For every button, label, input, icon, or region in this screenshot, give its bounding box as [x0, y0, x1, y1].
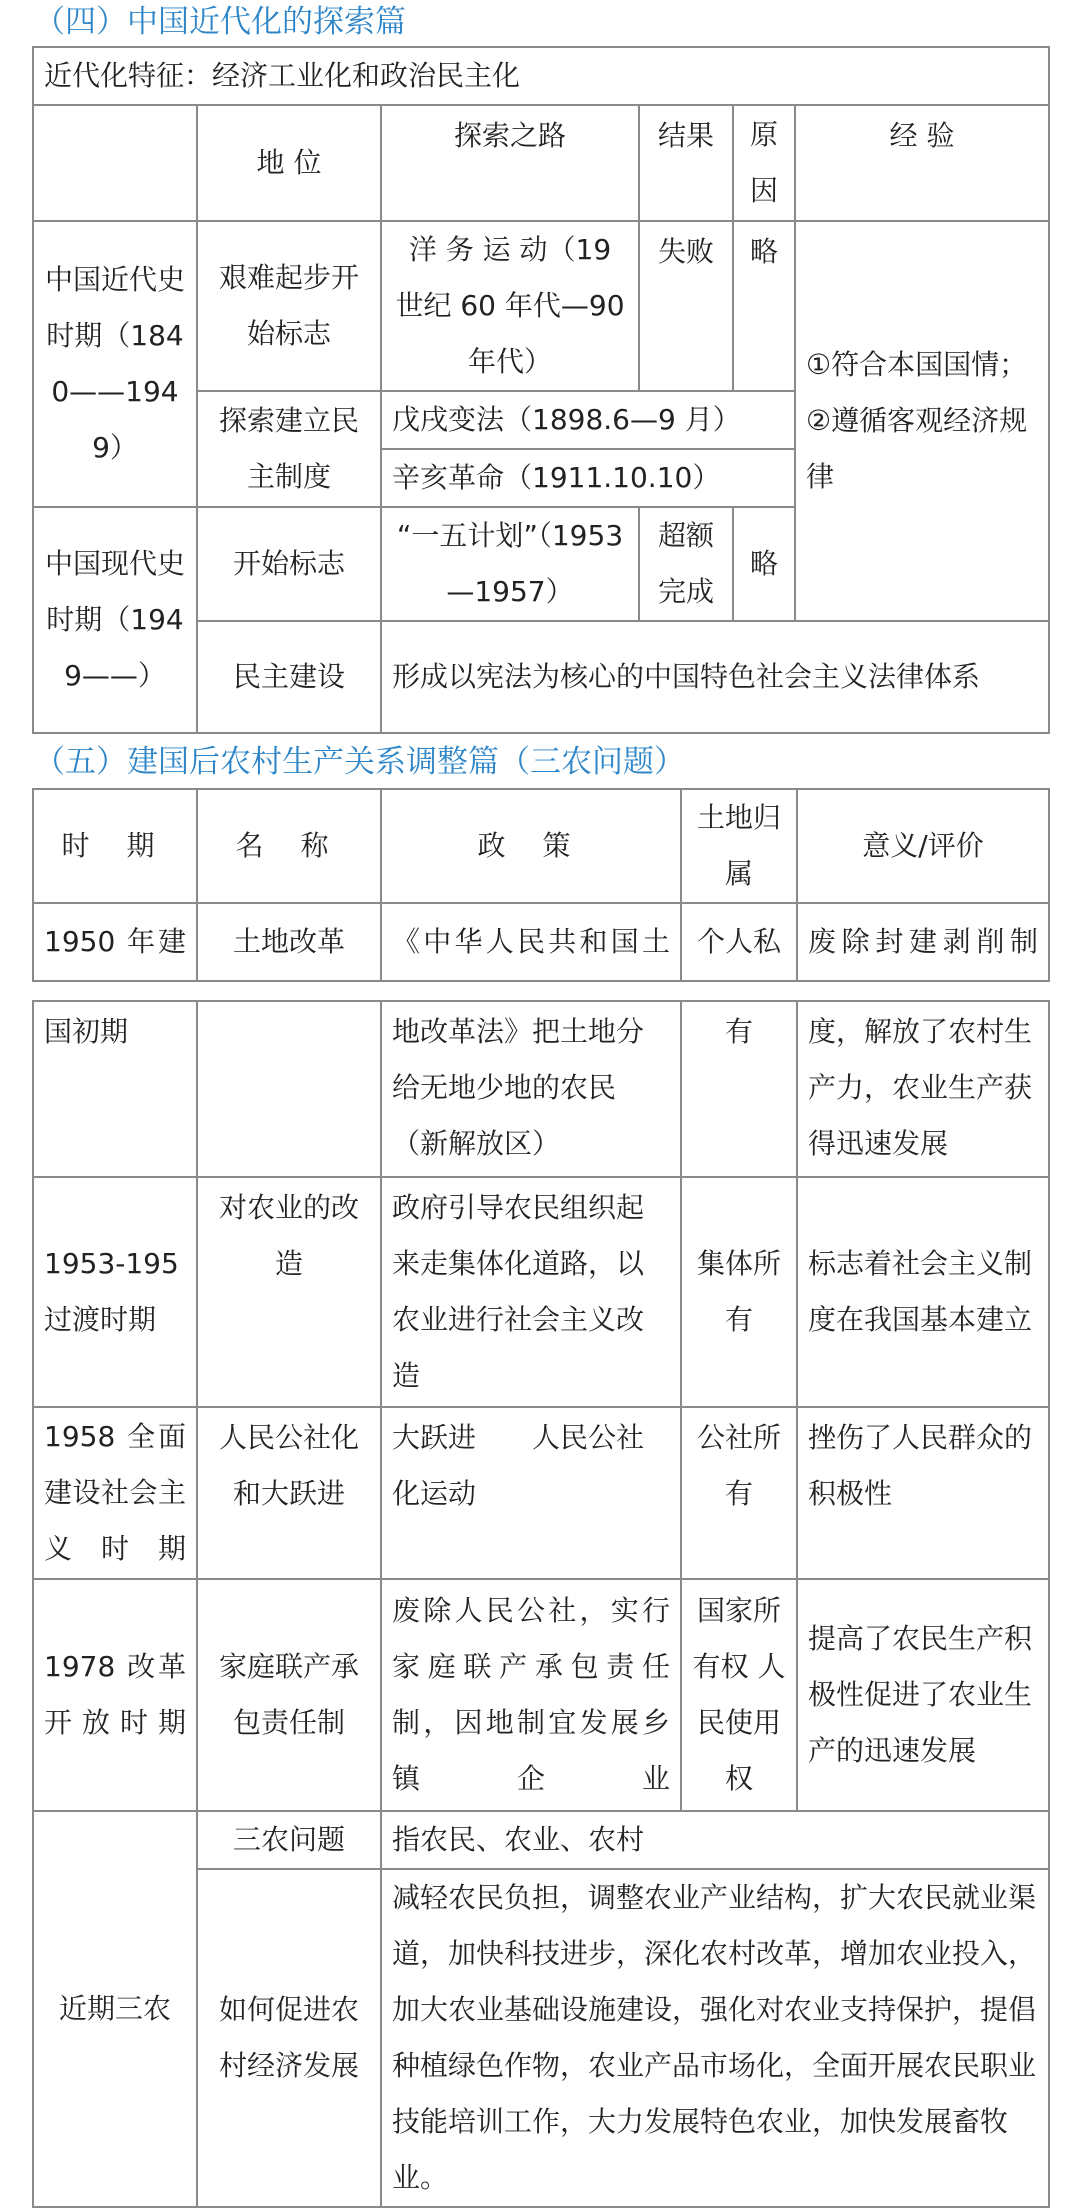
contemporary-period-cell: 中国现代史时期（1949——） [33, 507, 197, 733]
recent-period: 近期三农 [33, 1811, 197, 2207]
land-reform-policy: 《中华人民共和国土 [381, 903, 681, 981]
reform-policy: 废除人民公社，实行家庭联产承包责任制，因地制宜发展乡镇企业 [381, 1579, 681, 1811]
modernization-feature: 近代化特征：经济工业化和政治民主化 [33, 47, 1049, 105]
header-name: 名 称 [197, 789, 381, 903]
democracy-position: 探索建立民主制度 [197, 391, 381, 507]
land-reform-name: 土地改革 [197, 903, 381, 981]
header-result: 结果 [639, 105, 733, 221]
header-policy: 政 策 [381, 789, 681, 903]
commune-period: 1958 全面建设社会主义时期 [33, 1407, 197, 1579]
commune-meaning: 挫伤了人民群众的积极性 [797, 1407, 1049, 1579]
land-reform-land-cont: 有 [681, 1001, 797, 1177]
land-reform-policy-cont: 地改革法》把土地分给无地少地的农民（新解放区） [381, 1001, 681, 1177]
header-path: 探索之路 [381, 105, 639, 221]
five-year-position: 开始标志 [197, 507, 381, 621]
land-reform-meaning-cont: 度，解放了农村生产力，农业生产获得迅速发展 [797, 1001, 1049, 1177]
header-period: 时 期 [33, 789, 197, 903]
header-reason: 原因 [733, 105, 795, 221]
promote-text: 减轻农民负担，调整农业产业结构，扩大农民就业渠道，加快科技进步，深化农村改革，增加农业投入，加大农业基础设施建设，强化对农业支持保护，提倡种植绿色作物，农业产品市场化，全面开展农民职业技能培训工作，大力发展特色农业，加快发展畜牧业。 [381, 1869, 1049, 2207]
five-year-reason: 略 [733, 507, 795, 621]
rural-table-bottom [32, 1000, 1050, 2208]
reform-meaning: 提高了农民生产积极性促进了农业生产的迅速发展 [797, 1579, 1049, 1811]
legal-path: 形成以宪法为核心的中国特色社会主义法律体系 [381, 621, 1049, 733]
commune-policy: 大跃进 人民公社化运动 [381, 1407, 681, 1579]
header-empty [33, 105, 197, 221]
reform-name: 家庭联产承包责任制 [197, 1579, 381, 1811]
experience-cell: ①符合本国国情；②遵循客观经济规律 [795, 221, 1049, 621]
commune-name: 人民公社化和大跃进 [197, 1407, 381, 1579]
five-year-path: “一五计划”（1953—1957） [381, 507, 639, 621]
commune-land: 公社所有 [681, 1407, 797, 1579]
land-reform-meaning: 废除封建剥削制 [797, 903, 1049, 981]
revolution-1911-path: 辛亥革命（1911.10.10） [381, 449, 795, 507]
land-reform-period: 1950 年建 [33, 903, 197, 981]
westernization-position: 艰难起步开始标志 [197, 221, 381, 391]
land-reform-land: 个人私 [681, 903, 797, 981]
legal-position: 民主建设 [197, 621, 381, 733]
reform-1898-path: 戊戌变法（1898.6—9 月） [381, 391, 795, 449]
transition-period: 1953-195过渡时期 [33, 1177, 197, 1407]
transition-name: 对农业的改造 [197, 1177, 381, 1407]
header-experience: 经 验 [795, 105, 1049, 221]
issue-text: 指农民、农业、农村 [381, 1811, 1049, 1869]
issue-label: 三农问题 [197, 1811, 381, 1869]
modern-period-cell: 中国近代史时期（1840——1949） [33, 221, 197, 507]
reform-land: 国家所有权 人民使用权 [681, 1579, 797, 1811]
header-meaning: 意义/评价 [797, 789, 1049, 903]
rural-table-top [32, 788, 1050, 982]
reform-period: 1978 改革开放时期 [33, 1579, 197, 1811]
transition-policy: 政府引导农民组织起来走集体化道路，以农业进行社会主义改造 [381, 1177, 681, 1407]
transition-land: 集体所有 [681, 1177, 797, 1407]
promote-label: 如何促进农村经济发展 [197, 1869, 381, 2207]
section4-heading: （四）中国近代化的探索篇 [34, 4, 406, 40]
westernization-path: 洋 务 运 动（19 世纪 60 年代—90 年代） [381, 221, 639, 391]
header-position: 地 位 [197, 105, 381, 221]
modernization-table [32, 46, 1050, 734]
five-year-result: 超额完成 [639, 507, 733, 621]
land-reform-name-cont [197, 1001, 381, 1177]
land-reform-period-cont: 国初期 [33, 1001, 197, 1177]
westernization-result: 失败 [639, 221, 733, 391]
header-land: 土地归属 [681, 789, 797, 903]
section5-heading: （五）建国后农村生产关系调整篇（三农问题） [34, 744, 685, 780]
westernization-reason: 略 [733, 221, 795, 391]
transition-meaning: 标志着社会主义制度在我国基本建立 [797, 1177, 1049, 1407]
